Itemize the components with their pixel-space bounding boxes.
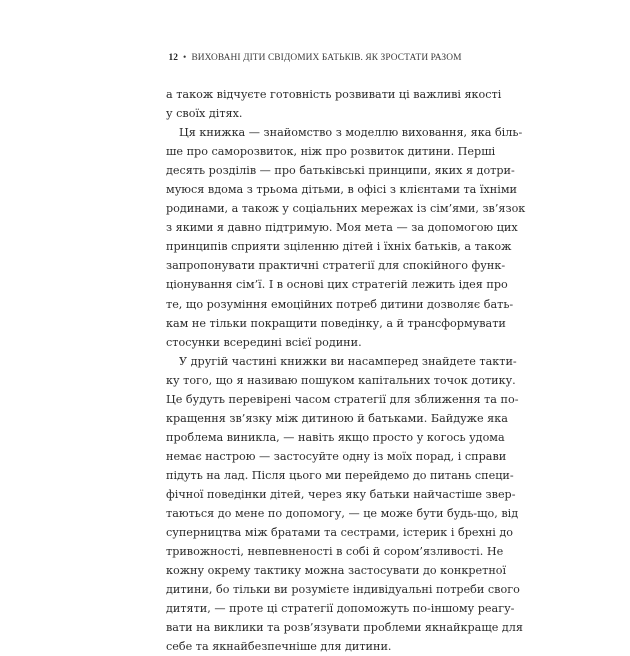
text-line: таються до мене по допомогу, — це може бути будь-що, від <box>166 507 519 521</box>
book-title: ВИХОВАНІ ДІТИ СВІДОМИХ БАТЬКІВ. ЯК ЗРОСТАТИ РАЗОМ <box>191 53 462 63</box>
text-line: запропонувати практичні стратегії для спокійного функ- <box>166 259 506 273</box>
text-line: проблема виникла, — навіть якщо просто у когось удома <box>166 430 505 444</box>
text-line: кожну окрему тактику можна застосувати до конкретної <box>166 564 507 578</box>
text-line: те, що розуміння емоційних потреб дитини дозволяє бать- <box>166 297 514 311</box>
text-line: ку того, що я називаю пошуком капітальних точок дотику. <box>166 373 516 387</box>
text-line: родинами, а також у соціальних мережах із сім’ями, зв’язок <box>166 202 526 216</box>
text-line: дитини, бо тільки ви розумієте індивідуальні потреби свого <box>166 583 520 597</box>
text-line: підуть на лад. Після цього ми перейдемо до питань специ- <box>166 468 514 482</box>
text-line: кращення зв’язку між дитиною й батьками. Байдуже яка <box>166 411 508 425</box>
text-line: а також відчуєте готовність розвивати ці важливі якості <box>166 88 502 101</box>
body-text <box>166 85 526 656</box>
paragraph-1 <box>166 85 502 123</box>
text-line: тривожності, невпевненості в собі й сором’язливості. Не <box>166 545 504 559</box>
text-line: у своїх дітях. <box>166 107 243 121</box>
text-line: У другій частині книжки ви насамперед знайдете такти- <box>179 354 517 368</box>
text-line: муюся вдома з трьома дітьми, в офісі з клієнтами та їхніми <box>166 183 517 197</box>
running-head <box>0 53 630 63</box>
text-line: з якими я давно підтримую. Моя мета — за допомогою цих <box>166 221 518 235</box>
text-line: кам не тільки покращити поведінку, а й трансформувати <box>166 316 506 330</box>
text-line: принципів сприяти зціленню дітей і їхніх батьків, а також <box>166 240 512 254</box>
text-line: стосунки всередині всієї родини. <box>166 335 362 349</box>
text-line: ше про саморозвиток, ніж про розвиток дитини. Перші <box>166 145 496 159</box>
text-line: десять розділів — про батьківські принципи, яких я дотри- <box>166 164 515 178</box>
paragraph-3 <box>166 352 523 656</box>
text-line: ціонування сім’ї. І в основі цих стратегій лежить ідея про <box>166 278 508 292</box>
text-line: Ця книжка — знайомство з моделлю виховання, яка біль- <box>179 126 523 140</box>
text-line: дитяти, — проте ці стратегії допоможуть по-іншому реагу- <box>166 602 515 616</box>
text-line: немає настрою — застосуйте одну із моїх порад, і справи <box>166 449 507 463</box>
separator-bullet: • <box>183 53 187 63</box>
page-number: 12 <box>168 53 179 63</box>
text-line: Це будуть перевірені часом стратегії для зближення та по- <box>166 392 519 406</box>
paragraph-2 <box>166 123 526 352</box>
text-line: суперництва між братами та сестрами, істерик і брехні до <box>166 526 514 540</box>
text-line: фічної поведінки дітей, через яку батьки найчастіше звер- <box>166 487 516 501</box>
text-line: себе та якнайбезпечніше для дитини. <box>166 640 392 654</box>
text-line: вати на виклики та розв’язувати проблеми якнайкраще для <box>166 621 523 635</box>
